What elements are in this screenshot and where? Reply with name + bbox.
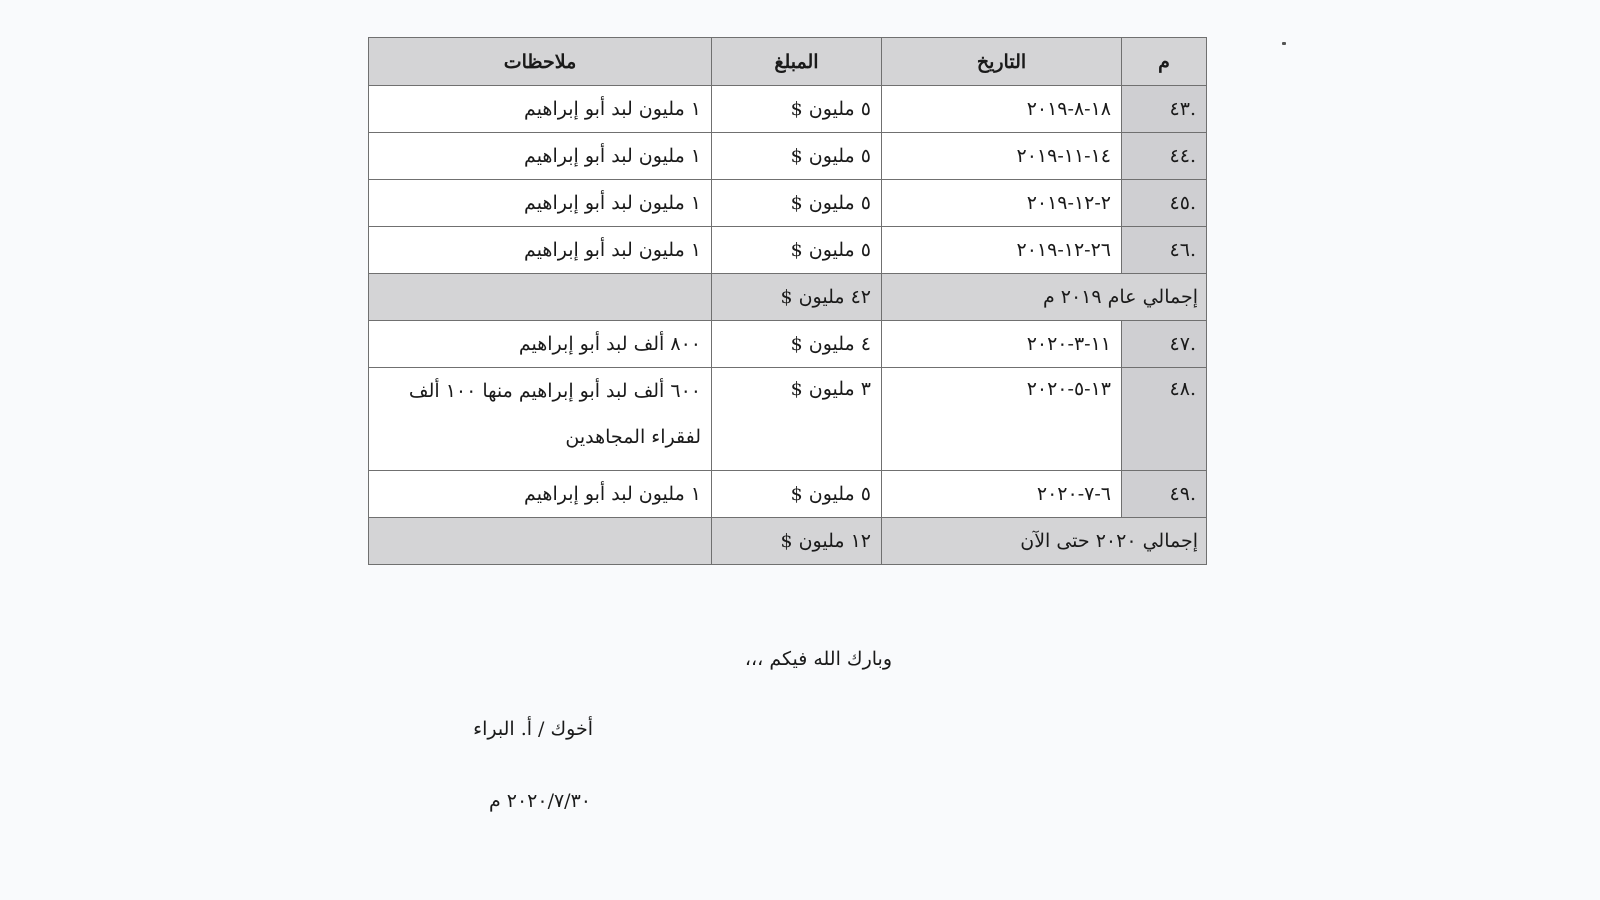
table-row <box>369 86 1207 133</box>
row-date: ١٨-٨-٢٠١٩ <box>882 86 1122 133</box>
row-number: .٤٩ <box>1122 471 1207 518</box>
row-number: .٤٦ <box>1122 227 1207 274</box>
header-date: التاريخ <box>882 38 1122 86</box>
row-date: ٢٦-١٢-٢٠١٩ <box>882 227 1122 274</box>
total-2020-label: إجمالي ٢٠٢٠ حتى الآن <box>882 518 1207 565</box>
table-row <box>369 180 1207 227</box>
scan-speck <box>1282 42 1286 45</box>
row-amount: ٥ مليون $ <box>712 86 882 133</box>
row-amount: ٤ مليون $ <box>712 321 882 368</box>
header-notes: ملاحظات <box>369 38 712 86</box>
row-note: ١ مليون لبد أبو إبراهيم <box>369 227 712 274</box>
row-number: .٤٧ <box>1122 321 1207 368</box>
row-amount: ٥ مليون $ <box>712 227 882 274</box>
total-row-2020 <box>369 518 1207 565</box>
row-number: .٤٥ <box>1122 180 1207 227</box>
row-date: ٢-١٢-٢٠١٩ <box>882 180 1122 227</box>
row-note: ١ مليون لبد أبو إبراهيم <box>369 471 712 518</box>
row-note: ١ مليون لبد أبو إبراهيم <box>369 180 712 227</box>
row-date: ١٣-٥-٢٠٢٠ <box>882 368 1122 471</box>
row-number: .٤٣ <box>1122 86 1207 133</box>
total-row-2019 <box>369 274 1207 321</box>
total-2020-note-cell <box>369 518 712 565</box>
row-amount: ٥ مليون $ <box>712 180 882 227</box>
table-row <box>369 368 1207 471</box>
table-row <box>369 471 1207 518</box>
row-note: ٨٠٠ ألف لبد أبو إبراهيم <box>369 321 712 368</box>
row-date: ٦-٧-٢٠٢٠ <box>882 471 1122 518</box>
total-2019-label: إجمالي عام ٢٠١٩ م <box>882 274 1207 321</box>
row-note: ١ مليون لبد أبو إبراهيم <box>369 133 712 180</box>
row-date: ١٤-١١-٢٠١٩ <box>882 133 1122 180</box>
row-amount: ٣ مليون $ <box>712 368 882 471</box>
payments-table <box>368 37 1207 565</box>
row-note: ٦٠٠ ألف لبد أبو إبراهيم منها ١٠٠ ألف لفقراء المجاهدين <box>369 368 712 471</box>
table-row <box>369 227 1207 274</box>
total-2020-amount: ١٢ مليون $ <box>712 518 882 565</box>
table-header-row <box>369 38 1207 86</box>
row-amount: ٥ مليون $ <box>712 471 882 518</box>
total-2019-amount: ٤٢ مليون $ <box>712 274 882 321</box>
header-number: م <box>1122 38 1207 86</box>
header-amount: المبلغ <box>712 38 882 86</box>
row-date: ١١-٣-٢٠٢٠ <box>882 321 1122 368</box>
signature: أخوك / أ. البراء <box>473 718 593 740</box>
table-row <box>369 321 1207 368</box>
row-note: ١ مليون لبد أبو إبراهيم <box>369 86 712 133</box>
row-number: .٤٨ <box>1122 368 1207 471</box>
closing-blessing: وبارك الله فيكم ،،، <box>744 648 892 670</box>
table-row <box>369 133 1207 180</box>
row-amount: ٥ مليون $ <box>712 133 882 180</box>
letter-date: ٢٠٢٠/٧/٣٠ م <box>488 790 591 812</box>
total-2019-note-cell <box>369 274 712 321</box>
row-number: .٤٤ <box>1122 133 1207 180</box>
